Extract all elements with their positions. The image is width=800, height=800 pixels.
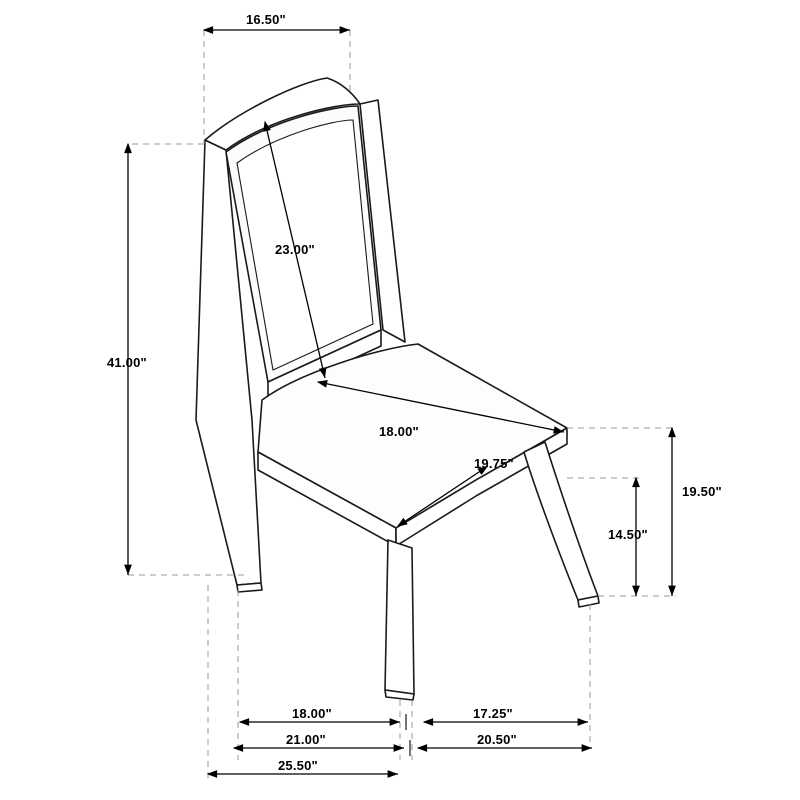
dimension-label-front-width: 18.00" — [292, 706, 332, 721]
chair-rear-foot — [237, 583, 262, 592]
chair-front-left-leg — [385, 540, 414, 694]
chair-front-right-leg — [524, 442, 598, 600]
dimension-label-side-depth: 17.25" — [473, 706, 513, 721]
dimension-label-mid-depth: 20.50" — [477, 732, 517, 747]
chair-illustration — [196, 78, 599, 700]
dimension-label-seat-height-outer: 19.50" — [682, 484, 722, 499]
dimension-label-back-height: 23.00" — [275, 242, 315, 257]
dimension-label-overall-width: 25.50" — [278, 758, 318, 773]
dimension-label-back-width: 16.50" — [246, 12, 286, 27]
dimension-label-overall-height: 41.00" — [107, 355, 147, 370]
dimension-label-seat-diagonal: 19.75" — [474, 456, 514, 471]
dimension-label-seat-height-inner: 14.50" — [608, 527, 648, 542]
dimension-label-mid-width: 21.00" — [286, 732, 326, 747]
dimension-label-seat-depth: 18.00" — [379, 424, 419, 439]
